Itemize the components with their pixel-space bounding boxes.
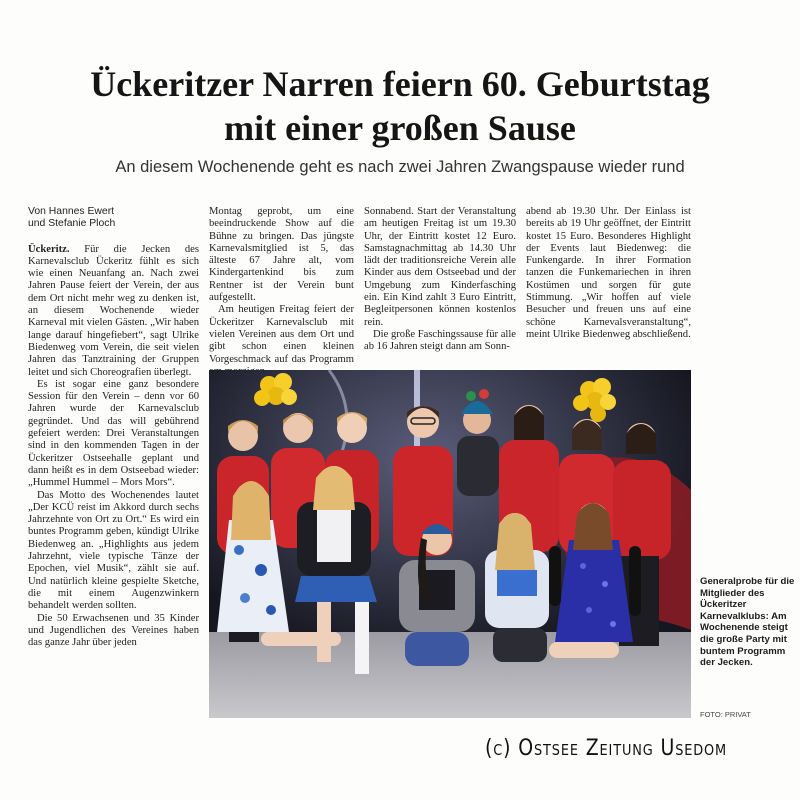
paragraph: Es ist sogar eine ganz besondere Session für den Verein – denn vor 60 Jahren wurde der Karnevalsclub gegründet. Und das will gebührend gefeiert werden: Drei Veranstaltungen sind in den kommenden Tagen in der Ückeritzer Ostseehalle geplant und dann heißt es in dem Ostseebad wieder: „Hummel Hummel – Mors Mors“. [28,378,199,489]
dateline-city: Ückeritz. [28,243,70,255]
paragraph: Die 50 Erwachsenen und 35 Kinder und Jugendlichen des Vereines haben das ganze Jahr über jeden [28,612,199,649]
paragraph: Die große Faschingssause für alle ab 16 Jahren steigt dann am Sonn- [364,328,516,353]
photo-credit: FOTO: PRIVAT [700,710,751,719]
article-column-1 [28,206,199,720]
paragraph: Sonnabend. Start der Veranstaltung am heutigen Freitag ist um 19.30 Uhr, der Eintritt kostet 12 Euro. Samstagnachmittag ab 14.30 Uhr lädt der traditionsreiche Verein alle Kinder aus dem Ostseebad und der Umgebung zum Kinderfasching ein. Ein Kind zahlt 3 Euro Eintritt, Begleitpersonen können kostenlos rein. [364,206,516,328]
group-photo [209,370,691,718]
byline [28,206,199,231]
paragraph: abend ab 19.30 Uhr. Der Einlass ist bereits ab 19 Uhr geöffnet, der Eintritt kostet 15 Euro. Besonderes Highlight der Events laut Biedenweg: die Funkengarde. In ihrer Formation tanzen die Funkemariechen in ihren Kostümen und sorgen für gute Stimmung. „Wir hoffen auf viele Besucher und freuen uns auf eine schöne Karnevalsveranstaltung“, meint Ulrike Biedenweg abschließend. [526,206,691,340]
paragraph-text: Für die Jecken des Karnevalsclub Ückeritz fühlt es sich wie einen Neuanfang an. Nach zwei Jahren Pause feiert der Verein, der aus dem Ort nicht mehr weg zu denken ist, an diesem Wochenende wieder Karneval mit vielen Gästen. „Wir haben lange darauf hingefiebert“, sagt Ulrike Biedenweg vom Verein, die seit vielen Jahren das Tanztraining der Gruppen leitet und sich Choreografien überlegt. [28,243,199,378]
byline-author-2: und Stefanie Ploch [28,218,116,230]
subheadline: An diesem Wochenende geht es nach zwei Jahren Zwangspause wieder rund [115,158,685,176]
article-column-2 [209,206,354,366]
article-column-4 [526,206,691,366]
source-watermark: (c) Ostsee Zeitung Usedom [485,736,728,761]
photo-caption: Generalprobe für die Mitglieder des Ückeritzer Karnevalklubs: Am Wochenende steigt die große Party mit buntem Programm der Jecken. [700,576,795,669]
paragraph: Das Motto des Wochenendes lautet „Der KCÜ reist im Akkord durch sechs Jahrzehnte von Ort zu Ort.“ Es wird ein buntes Programm geben, kündigt Ulrike Biedenweg an. „Highlights aus jedem Jahrzehnt, viele typische Tänze der Epochen, viel Musik“, zählt sie auf. Und natürlich kleine gespielte Sketche, die mit einem Augenzwinkern behandelt werden sollten. [28,489,199,612]
headline-line-2: mit einer großen Sause [224,108,576,148]
headline [30,62,770,150]
headline-line-1: Ückeritzer Narren feiern 60. Geburtstag [90,64,710,104]
group-photo-illustration [209,370,691,718]
paragraph [28,244,199,379]
article-column-3 [364,206,516,366]
paragraph: Montag geprobt, um eine beeindruckende Show auf die Bühne zu bringen. Das jüngste Karnevalsmitglied ist 5, das älteste 67 Jahre alt, vom Kindergartenkind bis zum Rentner ist der Verein bunt aufgestellt. [209,206,354,304]
byline-author-1: Von Hannes Ewert [28,206,115,217]
paragraph: Am heutigen Freitag feiert der Ückeritzer Karnevalsclub mit vielen Vereinen aus dem Ort und gibt schon einen kleinen Vorgeschmack auf das Programm [209,304,354,365]
